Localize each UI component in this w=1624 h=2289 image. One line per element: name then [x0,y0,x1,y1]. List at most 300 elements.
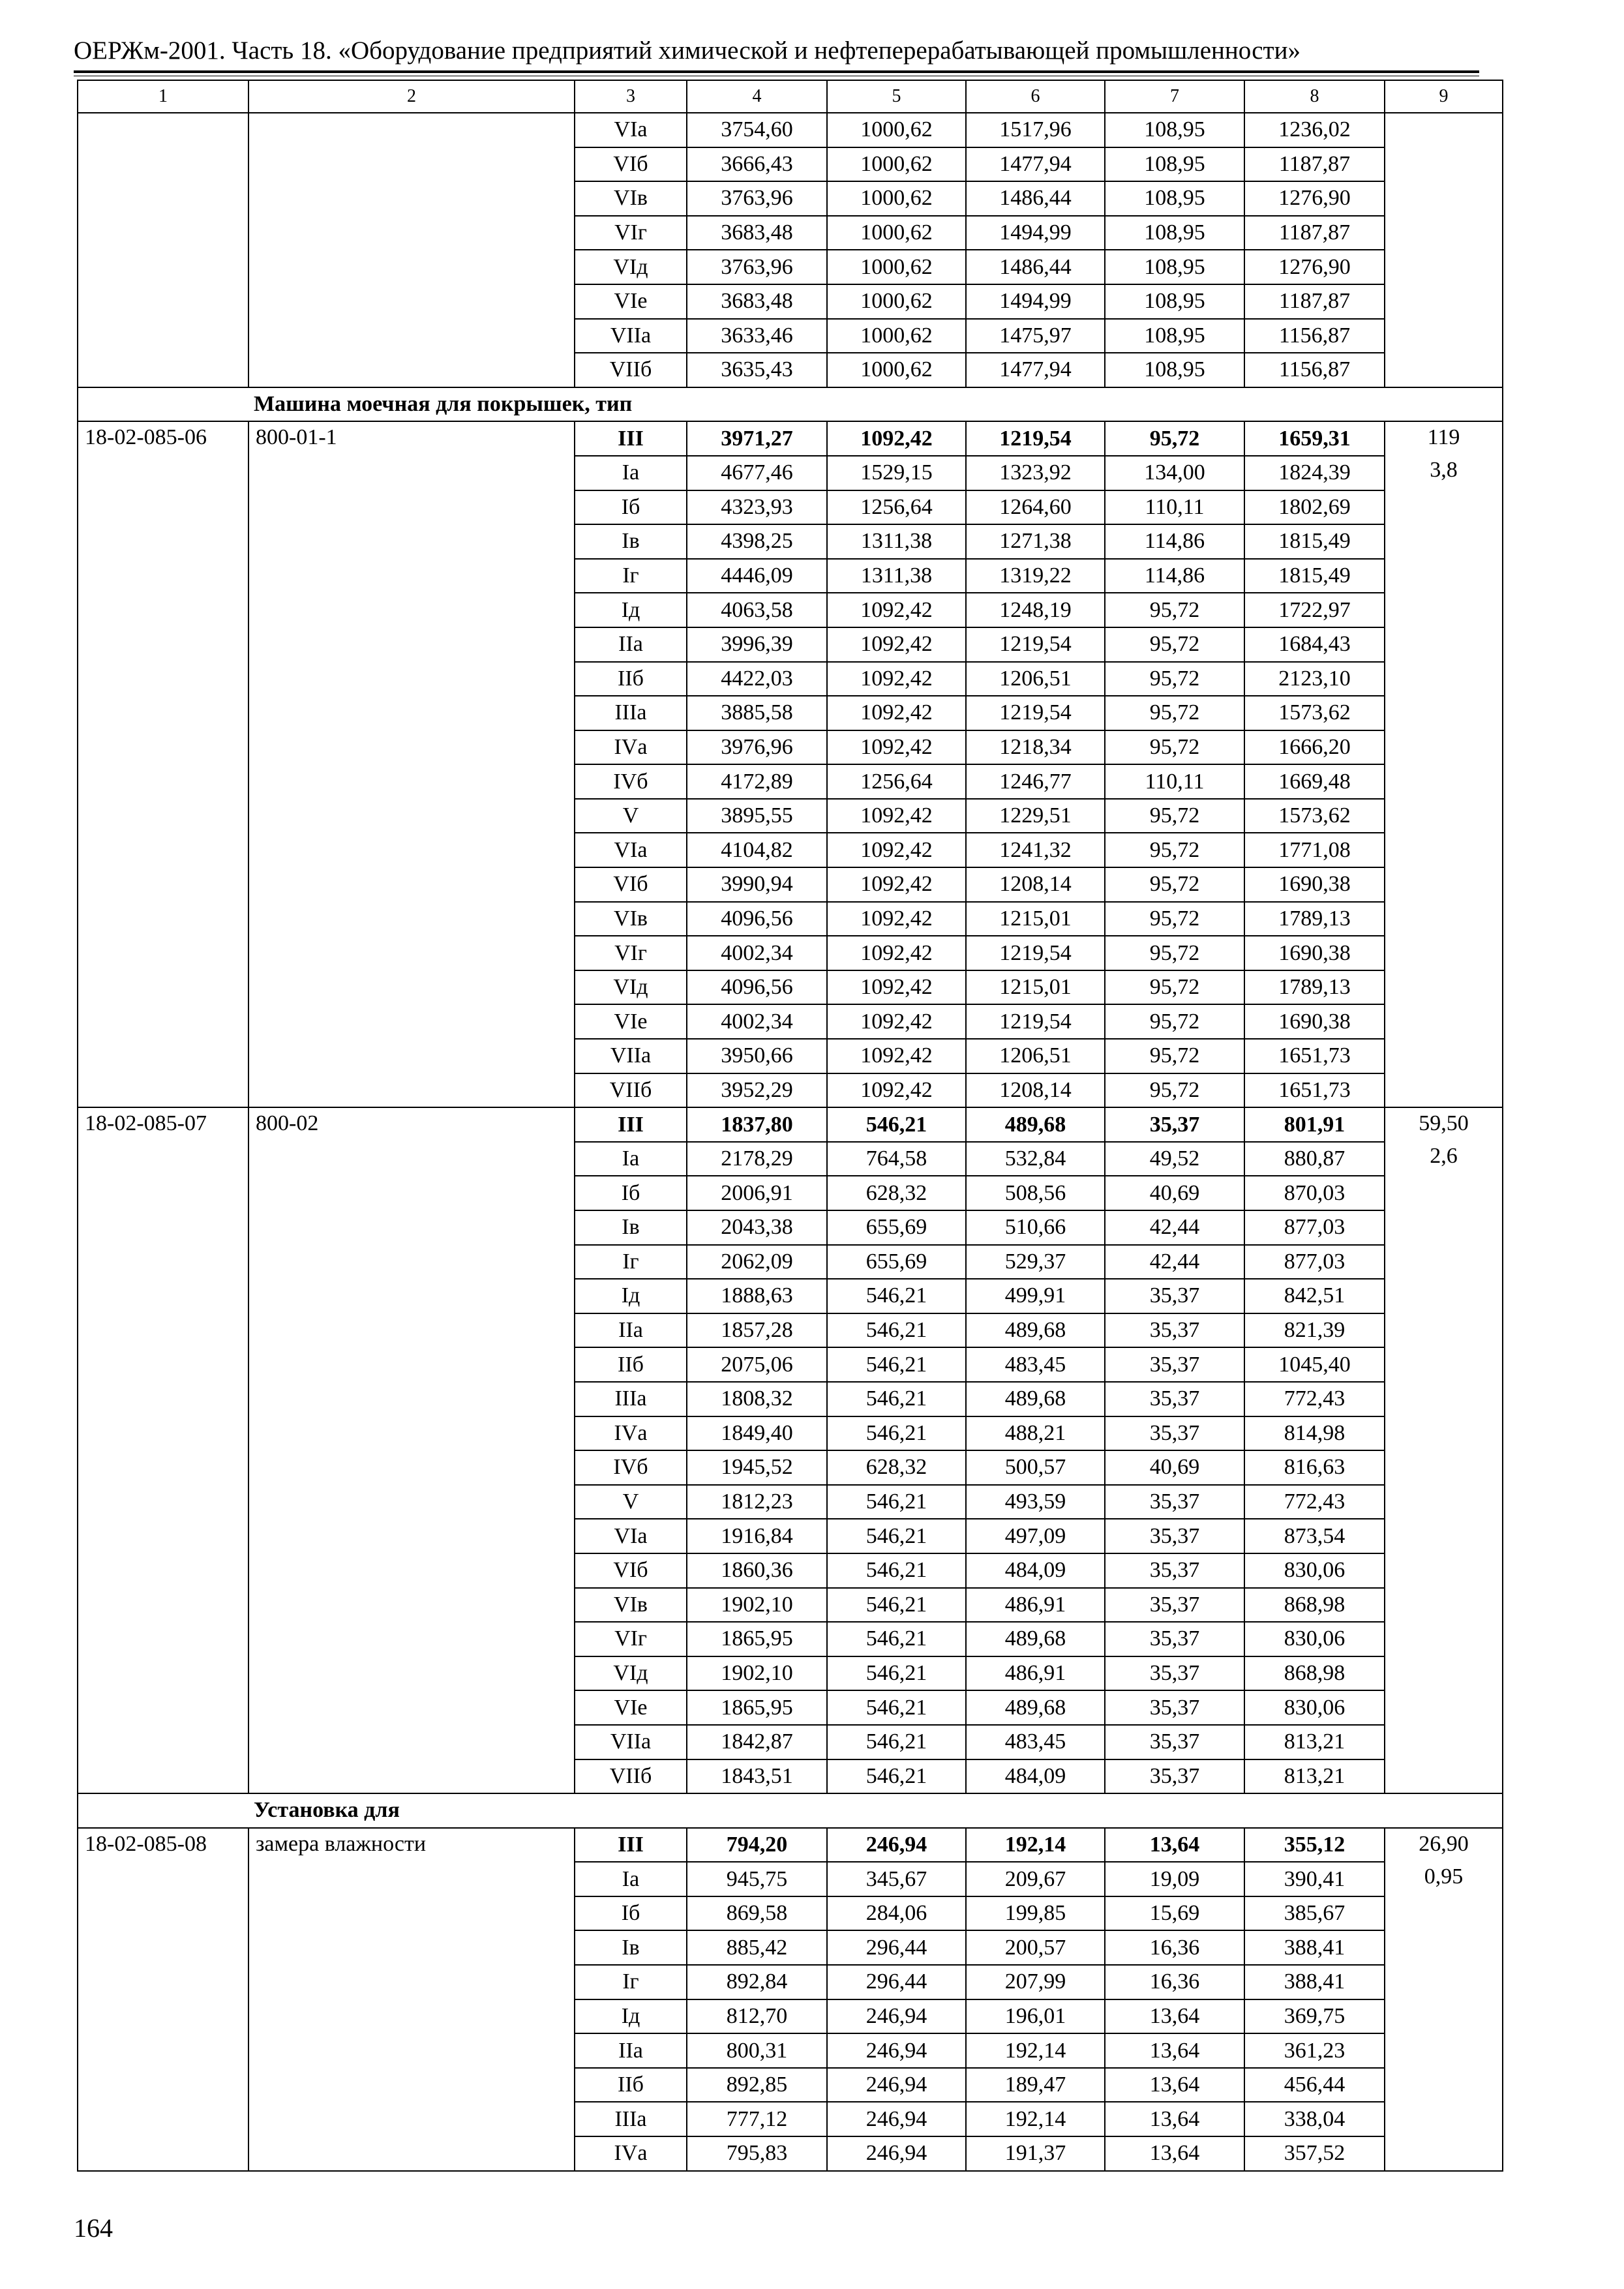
value-cell: 35,37 [1105,1519,1244,1553]
table-row [78,1828,1503,1863]
value-cell: 1690,38 [1244,1004,1385,1039]
value-cell: 1000,62 [827,113,966,147]
value-cell: 1690,38 [1244,936,1385,970]
table-body [78,80,1503,2171]
value-cell: 1000,62 [827,353,966,387]
value-cell: 4446,09 [687,559,827,593]
name-cell: 800-01-1 [248,421,575,1107]
value-cell: 483,45 [966,1347,1105,1382]
value-cell: 1219,54 [966,421,1105,456]
value-cell: 1789,13 [1244,970,1385,1005]
value-cell: 1215,01 [966,902,1105,936]
value-cell: 35,37 [1105,1107,1244,1142]
value-cell: 869,58 [687,1896,827,1931]
value-cell: 35,37 [1105,1759,1244,1794]
page-number: 164 [74,2213,113,2243]
value-cell: 338,04 [1244,2102,1385,2136]
value-cell: 3633,46 [687,319,827,353]
value-cell: 3950,66 [687,1039,827,1073]
value-cell: VIIа [575,319,687,353]
value-cell: 1092,42 [827,593,966,627]
value-cell: 1092,42 [827,833,966,867]
value-cell: 1156,87 [1244,353,1385,387]
value-cell: 546,21 [827,1553,966,1588]
value-cell: 1319,22 [966,559,1105,593]
value-cell: 800,31 [687,2033,827,2068]
value-cell: 546,21 [827,1485,966,1519]
value-cell: 95,72 [1105,936,1244,970]
value-cell: 35,37 [1105,1553,1244,1588]
value-cell: 95,72 [1105,867,1244,902]
value-cell: 1187,87 [1244,147,1385,182]
value-cell: 95,72 [1105,1039,1244,1073]
column-number: 7 [1105,80,1244,113]
value-cell: 40,69 [1105,1450,1244,1485]
value-cell: 388,41 [1244,1965,1385,1999]
code-cell: 18-02-085-06 [78,421,248,1107]
value-cell: VIа [575,1519,687,1553]
value-cell: 546,21 [827,1656,966,1691]
value-cell: 355,12 [1244,1828,1385,1863]
value-cell: 1219,54 [966,1004,1105,1039]
value-cell: Iв [575,1210,687,1245]
value-cell: IIа [575,2033,687,2068]
value-cell: 777,12 [687,2102,827,2136]
value-cell: IVа [575,2136,687,2171]
value-cell: IIIа [575,696,687,730]
value-cell: 945,75 [687,1862,827,1896]
value-cell: Iв [575,524,687,559]
value-cell: 246,94 [827,2033,966,2068]
value-cell: 246,94 [827,1999,966,2034]
value-cell: 2075,06 [687,1347,827,1382]
value-cell: 95,72 [1105,593,1244,627]
value-cell: VIб [575,1553,687,1588]
value-cell: 1815,49 [1244,559,1385,593]
code-cell [78,113,248,387]
value-cell: 95,72 [1105,730,1244,765]
value-cell: IVб [575,1450,687,1485]
value-cell: 3666,43 [687,147,827,182]
value-cell: 192,14 [966,2033,1105,2068]
value-cell: 95,72 [1105,662,1244,696]
value-cell: 16,36 [1105,1930,1244,1965]
value-cell: 546,21 [827,1759,966,1794]
value-cell: 1849,40 [687,1416,827,1451]
value-cell: 892,85 [687,2068,827,2102]
value-cell: 489,68 [966,1313,1105,1348]
value-cell: 655,69 [827,1210,966,1245]
value-cell: Iг [575,559,687,593]
value-cell: 1000,62 [827,319,966,353]
value-cell: 296,44 [827,1965,966,1999]
value-cell: VIв [575,181,687,216]
value-cell: 1208,14 [966,1073,1105,1108]
value-cell: 1902,10 [687,1656,827,1691]
value-cell: 483,45 [966,1725,1105,1759]
value-cell: 1000,62 [827,250,966,284]
value-cell: 1815,49 [1244,524,1385,559]
column-number: 9 [1385,80,1503,113]
value-cell: Iг [575,1245,687,1279]
value-cell: 1156,87 [1244,319,1385,353]
value-cell: 1486,44 [966,181,1105,216]
value-cell: 4422,03 [687,662,827,696]
section-title: Установка для [248,1793,1503,1828]
value-cell: 35,37 [1105,1279,1244,1313]
value-cell: 114,86 [1105,524,1244,559]
value-cell: 1092,42 [827,1073,966,1108]
value-cell: 1000,62 [827,216,966,250]
value-cell: 1092,42 [827,730,966,765]
value-cell: 4096,56 [687,902,827,936]
value-cell: 772,43 [1244,1485,1385,1519]
value-cell: 868,98 [1244,1656,1385,1691]
value-cell: 1659,31 [1244,421,1385,456]
value-cell: 110,11 [1105,764,1244,799]
value-cell: IIб [575,1347,687,1382]
value-cell: VIа [575,113,687,147]
value-cell: 2123,10 [1244,662,1385,696]
value-cell: 821,39 [1244,1313,1385,1348]
value-cell: 1000,62 [827,147,966,182]
value-cell: 108,95 [1105,284,1244,319]
value-cell: 35,37 [1105,1416,1244,1451]
value-cell: 1215,01 [966,970,1105,1005]
value-cell: 1045,40 [1244,1347,1385,1382]
column-number: 4 [687,80,827,113]
value-cell: 814,98 [1244,1416,1385,1451]
value-cell: 1219,54 [966,696,1105,730]
value-cell: 1842,87 [687,1725,827,1759]
value-cell: Iд [575,1279,687,1313]
value-cell: 489,68 [966,1107,1105,1142]
column-number: 6 [966,80,1105,113]
value-cell: 95,72 [1105,421,1244,456]
value-cell: 3990,94 [687,867,827,902]
value-cell: IIIа [575,1382,687,1416]
extra-value: 2,6 [1430,1144,1458,1169]
value-cell: 95,72 [1105,627,1244,662]
value-cell: 1271,38 [966,524,1105,559]
value-cell: 345,67 [827,1862,966,1896]
value-cell: VIе [575,284,687,319]
value-cell: 3683,48 [687,216,827,250]
name-cell [248,113,575,387]
value-cell: 13,64 [1105,2068,1244,2102]
value-cell: IIб [575,662,687,696]
value-cell: 390,41 [1244,1862,1385,1896]
value-cell: 4002,34 [687,936,827,970]
value-cell: 4172,89 [687,764,827,799]
value-cell: 1241,32 [966,833,1105,867]
value-cell: 284,06 [827,1896,966,1931]
value-cell: 35,37 [1105,1622,1244,1656]
value-cell: 499,91 [966,1279,1105,1313]
value-cell: 1000,62 [827,181,966,216]
value-cell: 15,69 [1105,1896,1244,1931]
value-cell: 1888,63 [687,1279,827,1313]
value-cell: 13,64 [1105,1999,1244,2034]
value-cell: VIб [575,147,687,182]
value-cell: 489,68 [966,1690,1105,1725]
extra-cell [1385,113,1503,387]
value-cell: 95,72 [1105,696,1244,730]
value-cell: VIг [575,1622,687,1656]
value-cell: 456,44 [1244,2068,1385,2102]
value-cell: 870,03 [1244,1176,1385,1210]
value-cell: 13,64 [1105,2033,1244,2068]
value-cell: 1206,51 [966,1039,1105,1073]
value-cell: 1248,19 [966,593,1105,627]
value-cell: 1494,99 [966,216,1105,250]
value-cell: 3754,60 [687,113,827,147]
value-cell: 546,21 [827,1347,966,1382]
value-cell: 1208,14 [966,867,1105,902]
section-blank [78,387,248,422]
value-cell: 4063,58 [687,593,827,627]
value-cell: 1477,94 [966,353,1105,387]
value-cell: 95,72 [1105,1004,1244,1039]
value-cell: 361,23 [1244,2033,1385,2068]
value-cell: 191,37 [966,2136,1105,2171]
value-cell: 1276,90 [1244,250,1385,284]
value-cell: 42,44 [1105,1210,1244,1245]
value-cell: VIв [575,902,687,936]
value-cell: 114,86 [1105,559,1244,593]
value-cell: 388,41 [1244,1930,1385,1965]
value-cell: 192,14 [966,2102,1105,2136]
value-cell: 108,95 [1105,319,1244,353]
value-cell: IVа [575,1416,687,1451]
value-cell: 95,72 [1105,799,1244,833]
value-cell: 1865,95 [687,1690,827,1725]
value-cell: 1857,28 [687,1313,827,1348]
value-cell: 1206,51 [966,662,1105,696]
value-cell: 1187,87 [1244,216,1385,250]
value-cell: 95,72 [1105,902,1244,936]
value-cell: 1092,42 [827,799,966,833]
value-cell: VIе [575,1690,687,1725]
column-number: 3 [575,80,687,113]
value-cell: 1475,97 [966,319,1105,353]
value-cell: 2043,38 [687,1210,827,1245]
value-cell: 546,21 [827,1519,966,1553]
value-cell: 546,21 [827,1690,966,1725]
value-cell: III [575,421,687,456]
value-cell: 1494,99 [966,284,1105,319]
value-cell: 486,91 [966,1588,1105,1623]
value-cell: 1808,32 [687,1382,827,1416]
value-cell: VIд [575,250,687,284]
value-cell: 13,64 [1105,2102,1244,2136]
value-cell: 108,95 [1105,113,1244,147]
value-cell: 497,09 [966,1519,1105,1553]
value-cell: 1529,15 [827,456,966,490]
value-cell: 246,94 [827,1828,966,1863]
value-cell: 1092,42 [827,627,966,662]
value-cell: VIIб [575,353,687,387]
value-cell: 532,84 [966,1142,1105,1176]
value-cell: 1218,34 [966,730,1105,765]
header-rule [74,70,1479,73]
value-cell: 4002,34 [687,1004,827,1039]
value-cell: 1092,42 [827,936,966,970]
value-cell: 489,68 [966,1382,1105,1416]
value-cell: 13,64 [1105,2136,1244,2171]
extra-value: 59,50 [1419,1111,1469,1136]
value-cell: 486,91 [966,1656,1105,1691]
value-cell: IIа [575,627,687,662]
value-cell: 484,09 [966,1553,1105,1588]
value-cell: 764,58 [827,1142,966,1176]
value-cell: 1000,62 [827,284,966,319]
value-cell: 13,64 [1105,1828,1244,1863]
value-cell: 3976,96 [687,730,827,765]
value-cell: 546,21 [827,1382,966,1416]
section-blank [78,1793,248,1828]
value-cell: 108,95 [1105,353,1244,387]
value-cell: Iг [575,1965,687,1999]
value-cell: 1323,92 [966,456,1105,490]
value-cell: Iд [575,1999,687,2034]
value-cell: 1256,64 [827,490,966,525]
value-cell: 3885,58 [687,696,827,730]
value-cell: 2178,29 [687,1142,827,1176]
value-cell: 1236,02 [1244,113,1385,147]
value-cell: Iа [575,456,687,490]
value-cell: 296,44 [827,1930,966,1965]
value-cell: VIIа [575,1039,687,1073]
extra-value: 119 [1427,425,1460,450]
value-cell: VIа [575,833,687,867]
value-cell: 1837,80 [687,1107,827,1142]
column-number: 1 [78,80,248,113]
value-cell: 1916,84 [687,1519,827,1553]
value-cell: 830,06 [1244,1553,1385,1588]
value-cell: 813,21 [1244,1759,1385,1794]
value-cell: 369,75 [1244,1999,1385,2034]
value-cell: 385,67 [1244,1896,1385,1931]
value-cell: 246,94 [827,2102,966,2136]
value-cell: 1722,97 [1244,593,1385,627]
value-cell: IVа [575,730,687,765]
value-cell: 196,01 [966,1999,1105,2034]
value-cell: IVб [575,764,687,799]
value-cell: 816,63 [1244,1450,1385,1485]
column-number-row [78,80,1503,113]
value-cell: 546,21 [827,1725,966,1759]
value-cell: 19,09 [1105,1862,1244,1896]
value-cell: 1666,20 [1244,730,1385,765]
value-cell: 880,87 [1244,1142,1385,1176]
value-cell: 189,47 [966,2068,1105,2102]
value-cell: 1945,52 [687,1450,827,1485]
value-cell: 1651,73 [1244,1073,1385,1108]
value-cell: 1187,87 [1244,284,1385,319]
value-cell: 546,21 [827,1622,966,1656]
value-cell: VIд [575,1656,687,1691]
value-cell: 842,51 [1244,1279,1385,1313]
value-cell: 200,57 [966,1930,1105,1965]
value-cell: Iб [575,490,687,525]
value-cell: 3763,96 [687,181,827,216]
column-number: 5 [827,80,966,113]
extra-value: 3,8 [1430,458,1458,483]
value-cell: 877,03 [1244,1210,1385,1245]
value-cell: 813,21 [1244,1725,1385,1759]
value-cell: 1824,39 [1244,456,1385,490]
value-cell: 628,32 [827,1176,966,1210]
section-title: Машина моечная для покрышек, тип [248,387,1503,422]
value-cell: 1902,10 [687,1588,827,1623]
value-cell: VIг [575,216,687,250]
value-cell: VIIб [575,1759,687,1794]
value-cell: 1092,42 [827,902,966,936]
value-cell: 1219,54 [966,936,1105,970]
value-cell: 795,83 [687,2136,827,2171]
value-cell: 35,37 [1105,1382,1244,1416]
section-row [78,1793,1503,1828]
value-cell: 209,67 [966,1862,1105,1896]
value-cell: 546,21 [827,1107,966,1142]
value-cell: Iа [575,1142,687,1176]
value-cell: 1219,54 [966,627,1105,662]
value-cell: 246,94 [827,2136,966,2171]
value-cell: 110,11 [1105,490,1244,525]
value-cell: 1311,38 [827,524,966,559]
value-cell: 3763,96 [687,250,827,284]
value-cell: 1276,90 [1244,181,1385,216]
page-header: ОЕРЖм-2001. Часть 18. «Оборудование предприятий химической и нефтеперерабатывающей промышленности» [74,37,1301,65]
value-cell: 1477,94 [966,147,1105,182]
value-cell: 1092,42 [827,970,966,1005]
value-cell: 830,06 [1244,1690,1385,1725]
value-cell: 655,69 [827,1245,966,1279]
value-cell: 246,94 [827,2068,966,2102]
value-cell: Iд [575,593,687,627]
value-cell: 108,95 [1105,181,1244,216]
value-cell: VIг [575,936,687,970]
value-cell: 4104,82 [687,833,827,867]
value-cell: 2062,09 [687,1245,827,1279]
value-cell: 2006,91 [687,1176,827,1210]
value-cell: VIв [575,1588,687,1623]
value-cell: 1684,43 [1244,627,1385,662]
name-cell: замера влажности [248,1828,575,2171]
extra-cell [1385,1107,1503,1793]
value-cell: 1573,62 [1244,799,1385,833]
table-row [78,421,1503,456]
value-cell: 508,56 [966,1176,1105,1210]
value-cell: 4096,56 [687,970,827,1005]
value-cell: 4677,46 [687,456,827,490]
value-cell: 1246,77 [966,764,1105,799]
value-cell: 16,36 [1105,1965,1244,1999]
column-number: 2 [248,80,575,113]
value-cell: Iа [575,1862,687,1896]
value-cell: 772,43 [1244,1382,1385,1416]
table-row [78,113,1503,147]
value-cell: 3952,29 [687,1073,827,1108]
value-cell: V [575,1485,687,1519]
value-cell: 207,99 [966,1965,1105,1999]
value-cell: 1092,42 [827,421,966,456]
value-cell: 1092,42 [827,696,966,730]
value-cell: 1517,96 [966,113,1105,147]
value-cell: 357,52 [1244,2136,1385,2171]
value-cell: 1690,38 [1244,867,1385,902]
